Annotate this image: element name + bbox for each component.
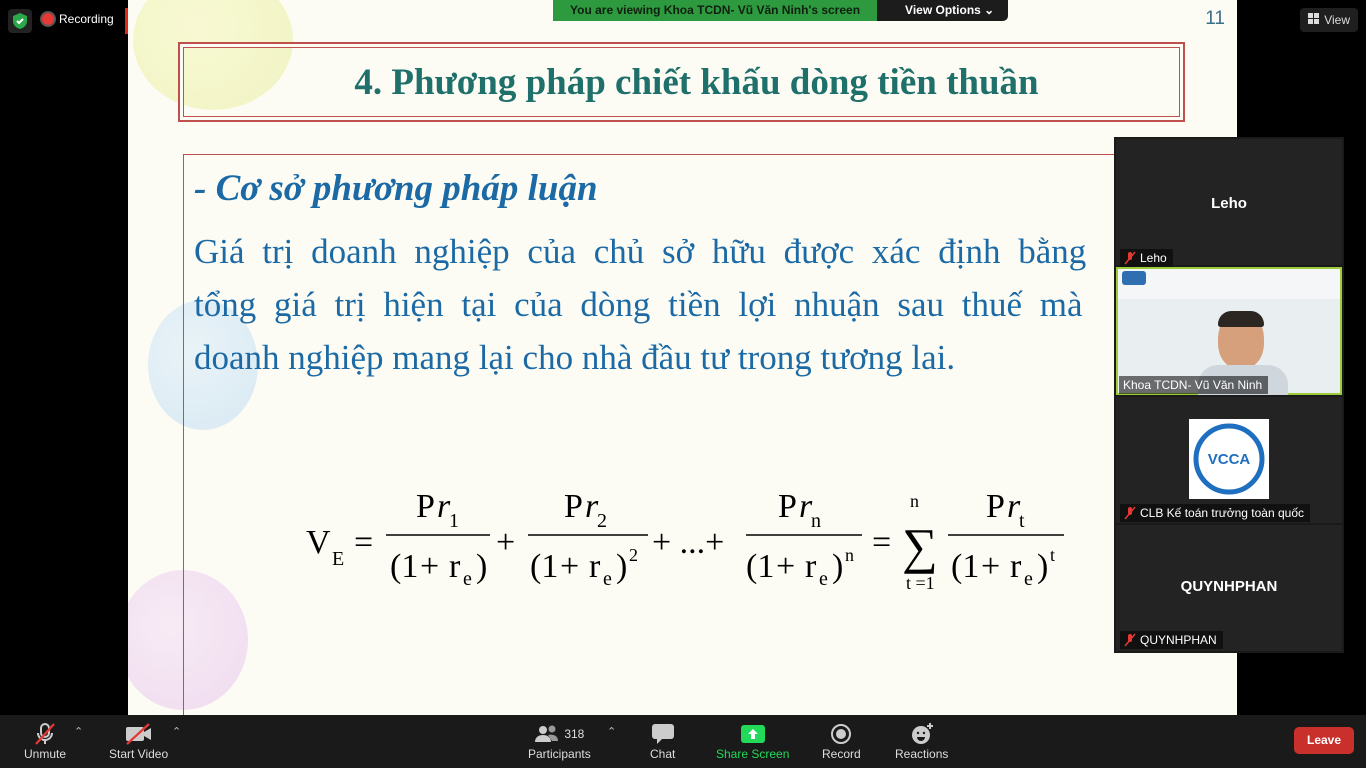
formula-sub: t (1019, 510, 1025, 532)
formula-num: P (778, 488, 797, 525)
start-video-label: Start Video (109, 747, 169, 761)
leave-button[interactable]: Leave (1294, 727, 1354, 754)
formula-den-close: ) (832, 548, 844, 585)
formula-den-plus: + (981, 548, 1001, 585)
video-logo (1122, 271, 1146, 285)
formula-eq: = (872, 524, 892, 561)
formula-den-sub: e (463, 568, 472, 590)
paragraph (194, 225, 1237, 384)
caret-up-icon[interactable]: ⌃ (607, 726, 617, 738)
viewing-banner (553, 0, 1008, 21)
view-button[interactable] (1300, 8, 1358, 32)
share-screen-button[interactable] (716, 721, 789, 761)
reactions-button[interactable] (895, 721, 948, 761)
formula-exp: n (845, 545, 854, 565)
muted-mic-icon (1124, 251, 1136, 265)
participant-panel (1114, 137, 1344, 653)
unmute-label: Unmute (24, 747, 67, 761)
content-box (183, 154, 1237, 715)
chat-icon (651, 721, 675, 747)
slide-title: 4. Phương pháp chiết khấu dòng tiền thuần (354, 61, 1039, 103)
formula-den-plus: + (560, 548, 580, 585)
vcca-logo (1189, 419, 1269, 499)
formula-den-sub: e (603, 568, 612, 590)
formula-dots: + ...+ (652, 524, 725, 561)
sigma-icon: ∑ (902, 518, 938, 574)
participant-label: CLB Kế toán trưởng toàn quốc (1120, 504, 1310, 522)
formula-den-plus: + (776, 548, 796, 585)
view-options-button[interactable]: View Options ⌄ (877, 0, 1008, 21)
formula-exp: t (1050, 545, 1056, 565)
participant-label: Leho (1120, 249, 1173, 267)
grid-icon (1308, 13, 1319, 27)
formula-den-open: (1 (390, 548, 419, 585)
start-video-button[interactable] (109, 721, 168, 761)
formula-sub: n (811, 510, 821, 532)
slide-number: 11 (1205, 8, 1225, 29)
participant-name: Leho (1211, 195, 1247, 212)
muted-mic-icon (1124, 506, 1136, 520)
shared-slide (128, 0, 1237, 715)
subheading: - Cơ sở phương pháp luận (194, 168, 598, 209)
participant-name: QUYNHPHAN (1180, 578, 1278, 595)
formula-eq: = (354, 524, 374, 561)
formula-num: P (416, 488, 435, 525)
formula-num: P (564, 488, 583, 525)
viewing-banner-text: You are viewing Khoa TCDN- Vũ Văn Ninh's screen (553, 0, 877, 21)
caret-up-icon[interactable]: ⌃ (74, 726, 84, 738)
active-speaker-video[interactable] (1116, 267, 1342, 395)
participants-button[interactable] (528, 721, 591, 761)
svg-text:VCCA: VCCA (1207, 451, 1251, 468)
formula-den-r: r (1010, 548, 1022, 585)
formula-den-open: (1 (951, 548, 980, 585)
formula-den-r: r (449, 548, 461, 585)
video-off-icon (125, 721, 153, 747)
record-icon (830, 721, 852, 747)
muted-mic-icon (1124, 633, 1136, 647)
formula-den-sub: e (819, 568, 828, 590)
formula-sub: 2 (597, 510, 607, 532)
emoji-plus-icon (910, 721, 934, 747)
meeting-toolbar (0, 715, 1366, 768)
formula-num-r: r (437, 488, 451, 525)
paragraph-line: Giá trị doanh nghiệp của chủ sở hữu được xác định bằng (194, 232, 1087, 271)
record-button[interactable] (822, 721, 861, 761)
chat-button[interactable] (650, 721, 675, 761)
video-banner (1118, 269, 1340, 299)
formula-lhs-sub: E (332, 548, 345, 570)
formula-num-r: r (799, 488, 813, 525)
chat-label: Chat (650, 747, 676, 761)
participants-icon (534, 721, 584, 747)
speaker-hair (1218, 311, 1264, 327)
participant-tile[interactable] (1116, 525, 1342, 651)
security-shield-icon[interactable] (8, 9, 32, 33)
participants-label: Participants (528, 747, 591, 761)
sigma-top: n (910, 491, 919, 511)
formula-num-r: r (585, 488, 599, 525)
share-screen-label: Share Screen (716, 747, 790, 761)
view-label: View (1324, 13, 1350, 27)
recording-label: Recording (59, 12, 114, 26)
participant-label: QUYNHPHAN (1120, 631, 1223, 649)
formula-den-open: (1 (530, 548, 559, 585)
share-screen-icon (741, 721, 765, 747)
participant-tile[interactable] (1116, 139, 1342, 265)
chevron-down-icon: ⌄ (984, 3, 995, 17)
formula-den-sub: e (1024, 568, 1033, 590)
formula-exp: 2 (629, 545, 638, 565)
formula-plus: + (496, 524, 516, 561)
valuation-formula (306, 485, 1106, 605)
record-label: Record (822, 747, 861, 761)
formula-den-r: r (589, 548, 601, 585)
formula-den-plus: + (420, 548, 440, 585)
sigma-bottom: t =1 (906, 573, 935, 593)
participant-label: Khoa TCDN- Vũ Văn Ninh (1119, 376, 1268, 394)
record-dot-icon (42, 13, 54, 25)
formula-den-r: r (805, 548, 817, 585)
formula-num-r: r (1007, 488, 1021, 525)
formula-den-open: (1 (746, 548, 775, 585)
recording-indicator[interactable] (42, 12, 114, 26)
formula-lhs: V (306, 524, 331, 561)
muted-mic-icon (33, 721, 57, 747)
formula-num: P (986, 488, 1005, 525)
formula-den-close: ) (616, 548, 628, 585)
formula-den-close: ) (476, 548, 488, 585)
formula-sub: 1 (449, 510, 459, 532)
participant-count: 318 (564, 727, 585, 741)
paragraph-line: tổng giá trị hiện tại của dòng tiền lợi nhuận sau thuế mà (194, 285, 1083, 324)
reactions-label: Reactions (895, 747, 949, 761)
paragraph-line: doanh nghiệp mang lại cho nhà đầu tư trong tương lai. (194, 338, 956, 377)
slide-title-box (178, 42, 1185, 122)
participant-tile[interactable] (1116, 397, 1342, 523)
formula-den-close: ) (1037, 548, 1049, 585)
unmute-button[interactable] (24, 721, 66, 761)
caret-up-icon[interactable]: ⌃ (172, 726, 182, 738)
